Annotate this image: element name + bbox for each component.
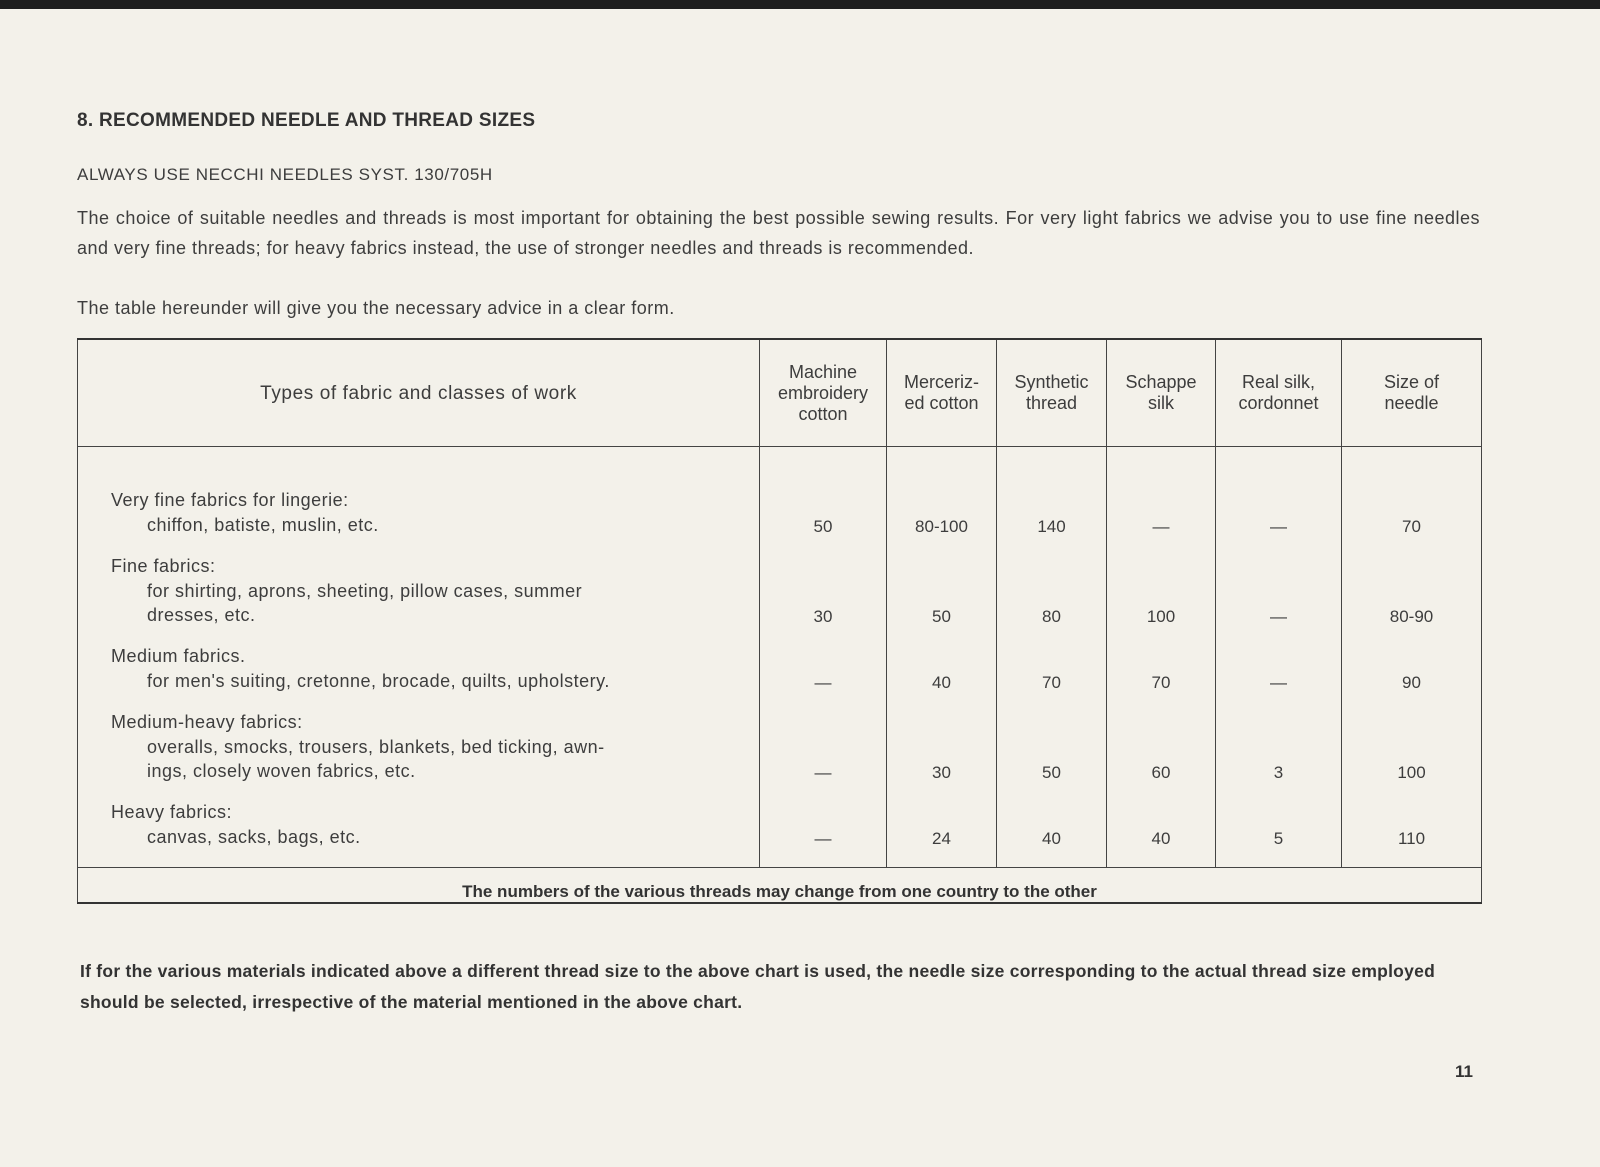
value-cell: 70 <box>1342 475 1482 541</box>
value-cell: 60 <box>1107 697 1216 787</box>
table-footnote: The numbers of the various threads may change from one country to the other <box>78 868 1482 904</box>
value-cell: 70 <box>997 631 1107 697</box>
header-fabric: Types of fabric and classes of work <box>78 339 760 447</box>
table-spacer <box>78 447 1482 476</box>
fabric-cell <box>78 475 760 541</box>
needle-requirement: ALWAYS USE NECCHI NEEDLES SYST. 130/705H <box>77 165 493 184</box>
value-cell: 110 <box>1342 787 1482 868</box>
header-real-silk <box>1216 339 1342 447</box>
intro-paragraph: The choice of suitable needles and threads is most important for obtaining the best possible sewing results. For very light fabrics we advise you to use fine needles and very fine threads; for heavy fabrics instead, the use of stronger needles and threads is recommended. <box>77 208 1480 258</box>
header-line: Merceriz- <box>904 372 979 392</box>
page-number: 11 <box>1455 1062 1473 1081</box>
value-cell: 5 <box>1216 787 1342 868</box>
needle-thread-table <box>77 338 1482 904</box>
value-cell: — <box>760 697 887 787</box>
fabric-detail: canvas, sacks, bags, etc. <box>147 827 361 847</box>
value-cell: 40 <box>887 631 997 697</box>
header-needle-size <box>1342 339 1482 447</box>
fabric-category: Medium-heavy fabrics: <box>111 712 303 732</box>
fabric-category: Fine fabrics: <box>111 556 216 576</box>
value-cell: 40 <box>997 787 1107 868</box>
fabric-detail: ings, closely woven fabrics, etc. <box>147 761 416 781</box>
value-cell: — <box>1216 475 1342 541</box>
value-cell: — <box>1216 631 1342 697</box>
table-row <box>78 787 1482 868</box>
header-line: silk <box>1148 393 1174 413</box>
table-row <box>78 475 1482 541</box>
header-line: Schappe <box>1125 372 1197 392</box>
value-cell: 90 <box>1342 631 1482 697</box>
fabric-category: Heavy fabrics: <box>111 802 233 822</box>
value-cell: 140 <box>997 475 1107 541</box>
intro-paragraph-2: The table hereunder will give you the necessary advice in a clear form. <box>77 298 675 318</box>
value-cell: 40 <box>1107 787 1216 868</box>
fabric-cell <box>78 697 760 787</box>
value-cell: 100 <box>1342 697 1482 787</box>
header-synthetic-thread <box>997 339 1107 447</box>
value-cell: 80-100 <box>887 475 997 541</box>
section-heading: 8. RECOMMENDED NEEDLE AND THREAD SIZES <box>77 110 536 131</box>
value-cell: — <box>1107 475 1216 541</box>
header-line: ed cotton <box>904 393 979 413</box>
value-cell: 30 <box>887 697 997 787</box>
header-line: needle <box>1384 393 1439 413</box>
fabric-detail: dresses, etc. <box>147 605 256 625</box>
fabric-detail: for shirting, aprons, sheeting, pillow cases, summer <box>147 581 583 601</box>
table-row <box>78 541 1482 631</box>
value-cell: — <box>760 631 887 697</box>
header-line: Real silk, <box>1241 372 1316 392</box>
header-line: cotton <box>798 403 848 424</box>
header-line: Synthetic <box>1014 372 1089 392</box>
header-line: thread <box>1025 393 1078 413</box>
table-row <box>78 631 1482 697</box>
value-cell: 50 <box>760 475 887 541</box>
table-footer-row <box>78 868 1482 904</box>
value-cell: 24 <box>887 787 997 868</box>
value-cell: 80-90 <box>1342 541 1482 631</box>
header-schappe-silk <box>1107 339 1216 447</box>
value-cell: 100 <box>1107 541 1216 631</box>
fabric-detail: overalls, smocks, trousers, blankets, bed ticking, awn- <box>147 737 605 757</box>
value-cell: 80 <box>997 541 1107 631</box>
header-machine-embroidery-cotton <box>760 339 887 447</box>
fabric-detail: for men's suiting, cretonne, brocade, quilts, upholstery. <box>147 671 610 691</box>
value-cell: 30 <box>760 541 887 631</box>
header-mercerized-cotton <box>887 339 997 447</box>
fabric-cell <box>78 787 760 868</box>
fabric-category: Very fine fabrics for lingerie: <box>111 490 349 510</box>
value-cell: 50 <box>997 697 1107 787</box>
fabric-cell <box>78 541 760 631</box>
thread-size-note: If for the various materials indicated above a different thread size to the above chart is used, the needle size corresponding to the actual thread size employed should be selected, irrespective of the material mentioned in the above chart. <box>80 961 1436 1012</box>
value-cell: 50 <box>887 541 997 631</box>
fabric-category: Medium fabrics. <box>111 646 246 666</box>
header-line: Machine <box>788 361 858 382</box>
value-cell: — <box>760 787 887 868</box>
value-cell: 3 <box>1216 697 1342 787</box>
value-cell: — <box>1216 541 1342 631</box>
header-line: cordonnet <box>1238 393 1319 413</box>
fabric-detail: chiffon, batiste, muslin, etc. <box>147 515 379 535</box>
fabric-cell <box>78 631 760 697</box>
table-row <box>78 697 1482 787</box>
header-line: embroidery <box>777 382 869 403</box>
header-line: Size of <box>1383 372 1440 392</box>
value-cell: 70 <box>1107 631 1216 697</box>
table-header-row <box>78 339 1482 447</box>
